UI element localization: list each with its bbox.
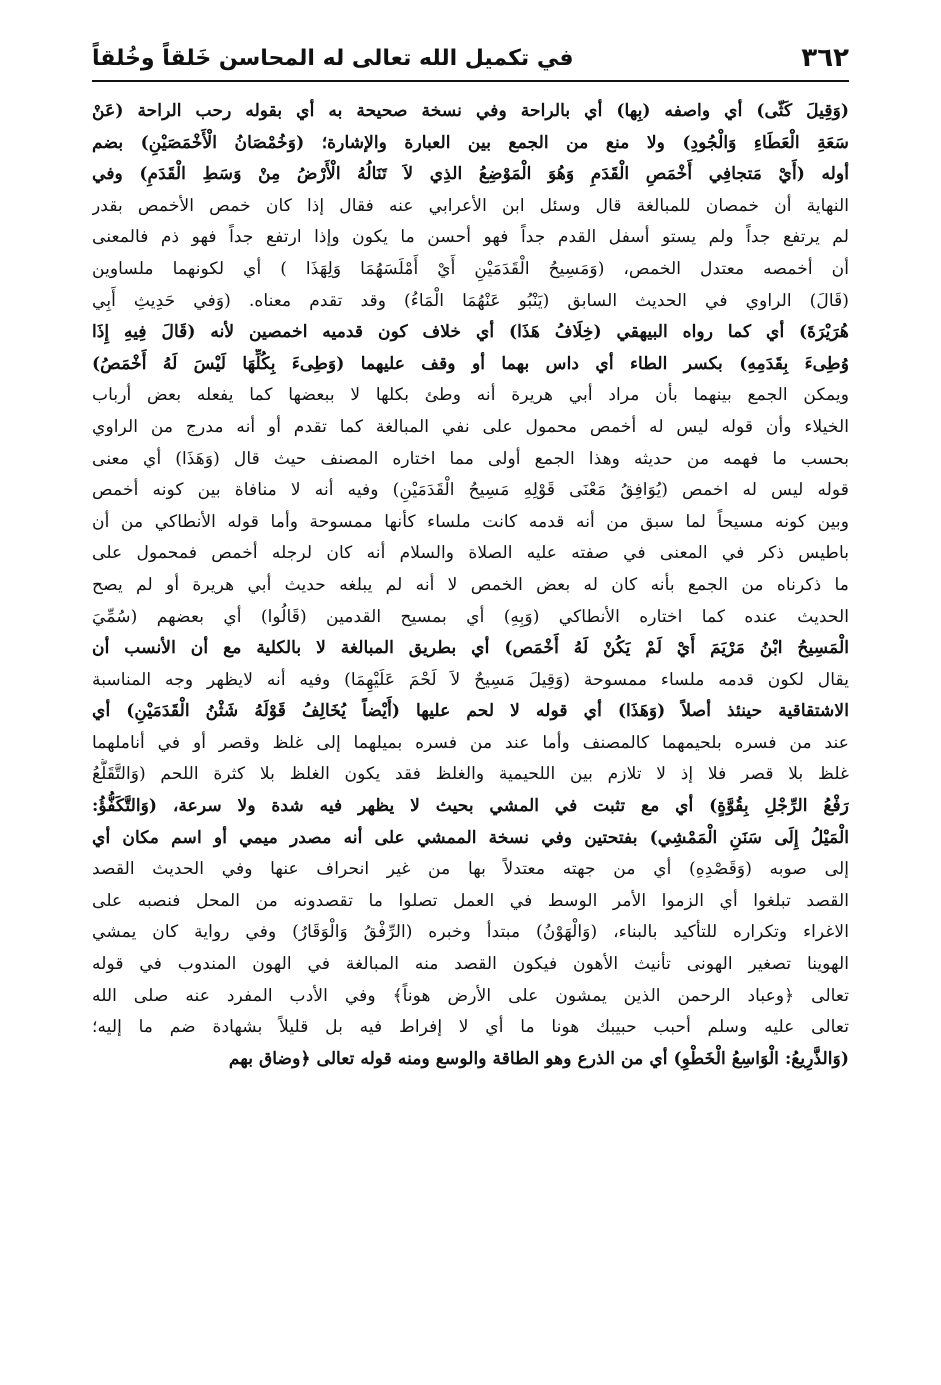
- text-line: تعالى ﴿وعباد الرحمن الذين يمشون على الأرض هوناً﴾ وفي الأدب المفرد عنه صلى الله: [92, 985, 849, 1006]
- text-line: يقال لكون قدمه ملساء ممسوحة (وَقِيلَ مَسِيحٌ لاَ لَحْمَ عَلَيْهِمَا) وفيه أنه لايظهر وجه المناسبة: [92, 669, 849, 690]
- text-line: الاشتقاقية حينئذ أصلاً (وَهَذَا) أي قوله لا لحم عليها (أَيْضاً يُخَالِفُ قَوْلَهُ شَثْنُ الْقَدَمَيْنِ) أي: [92, 701, 849, 722]
- text-line: هُرَيْرَةَ) أي كما رواه البيهقي (خِلَافُ هَذَا) أي خلاف كون قدميه اخمصين لأنه (قَالَ فِيهِ إِذَا: [92, 322, 849, 343]
- text-line: رَفْعُ الرِّجْلِ بِقُوَّةٍ) أي مع تثبت في المشي بحيث لا يظهر فيه شدة ولا سرعة، (وَالتَّكَفُّؤُ:: [92, 796, 849, 817]
- text-line: لم يرتفع جداً ولم يستو أسفل القدم جداً فهو أحسن ما يكون وإذا ارتفع جداً فهو ذم فالمعنى: [92, 227, 849, 248]
- text-line: وبين كونه مسيحاً لما سبق من أنه قدمه كانت ملساء كأنها ممسوحة وأما قوله الأنطاكي من أن: [92, 511, 849, 532]
- page-number: ٣٦٢: [801, 43, 849, 73]
- text-line: قوله ليس له اخمص (يُوَافِقُ مَعْنَى قَوْلِهِ مَسِيحُ الْقَدَمَيْنِ) وفيه أنه لا منافاة بين كونه أخمص: [92, 480, 849, 501]
- text-line: غلظ بلا قصر فلا إذ لا تلازم بين اللحيمية والغلظ فقد يكون الغلظ بلا كثرة اللحم (وَالتَّقَلُّعُ: [92, 764, 849, 785]
- text-line: أن أخمصه معتدل الخمص، (وَمَسِيحُ الْقَدَمَيْنِ أَيْ أَمْلَسَهُمَا وَلِهَذَا ) أي لكونهما ملساوين: [92, 258, 849, 279]
- text-line: الْمَيْلُ إِلَى سَنَنِ الْمَمْشِي) بفتحتين وفي نسخة الممشي على أنه مصدر ميمي أو اسم مكان أي: [92, 827, 849, 848]
- text-line: الخيلاء وأن قوله ليس له أخمص محمول على نفي المبالغة كما تقدم أو أنه مدرج من الراوي: [92, 416, 849, 437]
- text-line: (قَالَ) الراوي في الحديث السابق (يَنْبُو عَنْهُمَا الْمَاءُ) وقد تقدم معناه. (وَفي حَدِيثِ أَبِي: [92, 290, 849, 311]
- text-line: عند من فسره بلحيمهما كالمصنف وأما عند من فسره بميلهما إلى غلظ وقصر أو في أناملهما: [92, 732, 849, 753]
- text-line: النهاية أن خمصان للمبالغة قال وسئل ابن الأعرابي عنه فقال إذا كان خمص الأخمص بقدر: [92, 195, 849, 216]
- text-line: ويمكن الجمع بينهما بأن مراد أبي هريرة أنه وطئ بكلها لا ببعضها كما يفعله بعض أرباب: [92, 385, 849, 406]
- text-line: (وَقِيلَ كَثّى) أي واصفه (بِها) أي بالراحة وفي نسخة صحيحة به أي بقوله رحب الراحة (عَنْ: [92, 101, 849, 121]
- text-line: القصد تبلغوا أي الزموا الأمر الوسط في العمل تصلوا ما تقصدونه من المحل فنصبه على: [92, 890, 849, 911]
- body-text: [92, 96, 849, 1356]
- text-line: سَعَةِ الْعَطَاءِ وَالْجُودِ) ولا منع من الجمع بين العبارة والإشارة؛ (وَخُمْصَانُ الْأَخْمَصَيْنِ) بضم: [92, 132, 849, 153]
- text-line: بحسب ما فهمه من حديثه وهذا الجمع أولى مما اختاره المصنف حيث قال (وَهَذَا) أي معنى: [92, 448, 849, 469]
- page-header: [92, 36, 849, 82]
- text-line: الحديث عنده كما اختاره الأنطاكي (وَبِهِ) أي بمسيح القدمين (قَالُوا) أي بعضهم (سُمِّيَ: [92, 606, 849, 627]
- text-line: الْمَسِيحُ ابْنُ مَرْيَمَ أَيْ لَمْ يَكُنْ لَهُ أَخْمَص) أي بطريق المبالغة لا بالكلية مع أن الأنسب أن: [92, 638, 849, 659]
- text-line: الاغراء وتكراره للتأكيد بالبناء، (وَالْهَوْنُ) مبتدأ وخبره (الرِّفْقُ وَالْوَقَارُ) وفي رواية كان يمشي: [92, 922, 849, 943]
- text-line: الهوينا تصغير الهونى تأنيث الأهون فيكون القصد منه المبالغة في الهون المندوب في قوله: [92, 954, 849, 975]
- text-line: إلى صوبه (وَقَصْدِهِ) أي من جهته معتدلاً بها من غير انحراف عنها وفي الحديث القصد: [92, 859, 849, 880]
- text-line: تعالى عليه وسلم أحبب حبيبك هونا ما أي لا إفراط فيه بل قليلاً بشهادة ضم ما إليه؛: [92, 1017, 849, 1038]
- text-line: وُطِىءَ بِقَدَمِهِ) بكسر الطاء أي داس بهما أو وقف عليهما (وَطِىءَ بِكُلِّهَا لَيْسَ لَهُ أَخْمَصُ): [92, 353, 849, 374]
- text-line: أوله (أَيْ مَتجافِي أَخْمَصِ الْقَدَمِ وَهُوَ الْمَوْضِعُ الذِي لاَ تَنَالُهُ الْأَرْضُ مِنْ وَسَطِ الْقَدَمِ) وفي: [92, 164, 849, 185]
- running-title: في تكميل الله تعالى له المحاسن خَلقاً وخُلقاً: [92, 45, 574, 71]
- text-line: ما ذكرناه من الجمع بأنه كان له بعض الخمص لا أنه لم يبلغه حديث أبي هريرة أو لم يصح: [92, 574, 849, 595]
- text-line: (وَالذَّرِيعُ: الْوَاسِعُ الْخَطْوِ) أي من الذرع وهو الطاقة والوسع ومنه قوله تعالى ﴿وضاق بهم: [228, 1048, 849, 1069]
- text-line: باطيس ذكر في المعنى في صفته عليه الصلاة والسلام أنه كان لرجله أخمص فمحمول على: [92, 543, 849, 564]
